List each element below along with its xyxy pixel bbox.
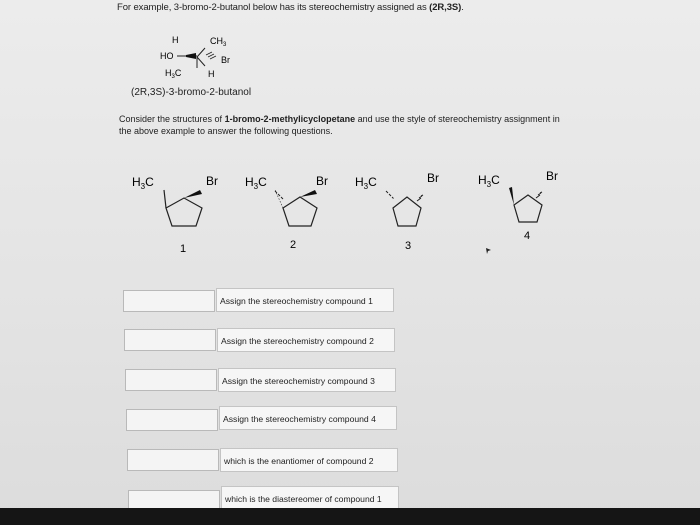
structure-3-number: 3: [405, 240, 412, 252]
compound-name: 1-bromo-2-methylicyclopetane: [224, 114, 356, 124]
example-h-top: H: [172, 35, 179, 45]
question-5-label: which is the enantiomer of compound 2: [220, 448, 398, 472]
structure-3-br-label: Br: [427, 171, 439, 185]
mouse-pointer-icon: [484, 246, 494, 256]
structure-1-number: 1: [180, 243, 187, 255]
structure-3: [355, 170, 465, 260]
structure-2-number: 2: [290, 239, 297, 251]
example-br-label: Br: [221, 55, 230, 65]
example-ho-label: HO: [160, 51, 174, 61]
answer-input-4[interactable]: [126, 409, 218, 431]
intro-text: For example, 3-bromo-2-butanol below has its stereochemistry assigned as (2R,3S).: [117, 2, 464, 13]
structure-4: [478, 168, 588, 258]
example-h3c-label: $H_3C$: [165, 68, 182, 80]
structure-1-methyl-label: $H_3C$: [132, 175, 154, 191]
structure-3-methyl-label: $H_3C$: [355, 175, 377, 191]
example-h-bottom: H: [208, 69, 215, 79]
structure-1-br-label: Br: [206, 174, 218, 188]
structure-2-br-label: Br: [316, 174, 328, 188]
example-molecule: [150, 30, 270, 86]
answer-input-5[interactable]: [127, 449, 219, 471]
example-name: (2R,3S)-3-bromo-2-butanol: [131, 87, 252, 98]
consider-text: Consider the structures of 1-bromo-2-methylicyclopetane and use the style of stereochemistry assignment in the above example to answer the following questions.: [119, 114, 560, 136]
structure-2: [245, 170, 355, 260]
question-3-label: Assign the stereochemistry compound 3: [218, 368, 396, 392]
structure-2-methyl-label: $H_3C$: [245, 175, 267, 191]
dark-bottom-edge: [0, 508, 700, 525]
intro-config: (2R,3S): [429, 2, 462, 13]
question-1-label: Assign the stereochemistry compound 1: [216, 288, 394, 312]
structure-4-br-label: Br: [546, 169, 558, 183]
question-6-label: which is the diastereomer of compound 1: [221, 486, 399, 510]
answer-input-1[interactable]: [123, 290, 215, 312]
question-2-label: Assign the stereochemistry compound 2: [217, 328, 395, 352]
structure-1: [130, 170, 240, 260]
example-ch3-label: $CH_3$: [210, 36, 227, 48]
structure-4-number: 4: [524, 230, 531, 242]
answer-input-3[interactable]: [125, 369, 217, 391]
answer-input-2[interactable]: [124, 329, 216, 351]
question-4-label: Assign the stereochemistry compound 4: [219, 406, 397, 430]
structure-4-methyl-label: $H_3C$: [478, 173, 500, 189]
